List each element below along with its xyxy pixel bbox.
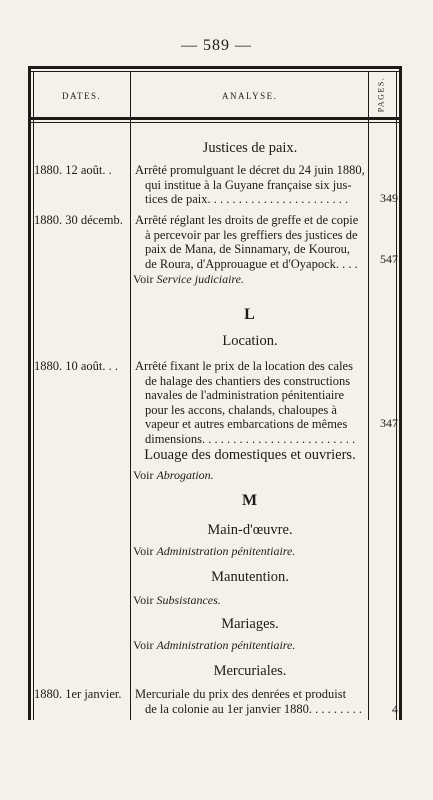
entry-line: pour les accons, chalands, chaloupes à	[145, 402, 337, 417]
entry-text	[135, 163, 367, 207]
see-also-reference	[133, 468, 365, 483]
entry-date: 1880. 30 décemb.	[34, 213, 123, 227]
entry-text	[135, 359, 367, 446]
see-also-reference	[133, 272, 365, 287]
see-also-prefix: Voir	[133, 272, 154, 286]
section-heading-manutention: Manutention.	[211, 569, 289, 585]
section-heading-mercuriales: Mercuriales.	[213, 663, 287, 679]
entry-line: de la colonie au 1er janvier 1880. . . . . . . . .	[145, 701, 362, 716]
see-also-prefix: Voir	[133, 593, 154, 607]
entry-line: Mercuriale du prix des denrées et produist	[135, 687, 347, 701]
section-heading-mariages: Mariages.	[221, 616, 279, 632]
entry-line: tices de paix. . . . . . . . . . . . . . . . . . . . . . .	[145, 192, 349, 206]
right-border-thick	[399, 66, 402, 720]
entry-text	[135, 687, 367, 716]
see-also-reference	[133, 593, 365, 608]
section-heading-main-oeuvre: Main-d'œuvre.	[207, 522, 293, 538]
header-analyse: ANALYSE.	[222, 91, 278, 101]
entry-line: paix de Mana, de Sinnamary, de Kourou,	[145, 242, 351, 256]
entry-text	[135, 213, 367, 271]
top-rule-thin	[30, 71, 402, 72]
column-divider-pages	[368, 72, 369, 720]
header-dates: DATES.	[62, 91, 102, 101]
entry-page-number: 4	[392, 702, 398, 716]
column-divider-dates	[130, 72, 131, 720]
letter-heading-m: M	[241, 492, 259, 509]
section-heading-location: Location.	[222, 333, 278, 349]
entry-line: de halage des chantiers des constructions	[145, 373, 351, 388]
entry-line: Arrêté promulguant le décret du 24 juin 1880,	[135, 163, 365, 177]
entry-date: 1880. 12 août. .	[34, 163, 112, 177]
see-also-reference	[133, 638, 365, 653]
entry-line: Arrêté réglant les droits de greffe et de copie	[135, 213, 359, 227]
section-heading-justices: Justices de paix.	[202, 140, 298, 156]
see-also-target: Administration pénitentiaire.	[156, 544, 296, 558]
entry-line: qui institue à la Guyane française six jus-	[145, 177, 352, 192]
header-pages-label: PAGES.	[376, 76, 386, 112]
entry-date: 1880. 1er janvier.	[34, 687, 122, 701]
see-also-target: Service judiciaire.	[156, 272, 244, 286]
top-rule-thick	[30, 66, 402, 69]
see-also-prefix: Voir	[133, 544, 154, 558]
entry-date: 1880. 10 août. . .	[34, 359, 119, 373]
left-border-thick	[28, 66, 31, 720]
entry-line: de Roura, d'Approuague et d'Oyapock. . . .	[145, 256, 358, 271]
entry-line: à percevoir par les greffiers des justices de	[145, 227, 358, 242]
header-rule-thick	[30, 117, 402, 120]
right-border-thin	[396, 72, 397, 720]
entry-line: Arrêté fixant le prix de la location des cales	[135, 359, 353, 373]
header-rule-thin	[30, 122, 402, 123]
letter-heading-l: L	[244, 306, 256, 323]
page-number: — 589 —	[181, 37, 252, 54]
see-also-target: Administration pénitentiaire.	[156, 638, 296, 652]
see-also-reference	[133, 544, 365, 559]
entry-line: vapeur et autres embarcations de mêmes	[145, 417, 348, 431]
entry-line: dimensions. . . . . . . . . . . . . . . . . . . . . . . . .	[145, 431, 356, 446]
entry-line: navales de l'administration pénitentiaire	[145, 388, 345, 402]
see-also-target: Subsistances.	[156, 593, 221, 607]
header-pages	[369, 70, 393, 118]
entry-page-number: 349	[380, 191, 398, 205]
see-also-prefix: Voir	[133, 638, 154, 652]
entry-page-number: 347	[380, 416, 398, 430]
see-also-target: Abrogation.	[156, 468, 214, 482]
section-heading-louage: Louage des domestiques et ouvriers.	[144, 447, 356, 463]
see-also-prefix: Voir	[133, 468, 154, 482]
entry-page-number: 547	[380, 252, 398, 266]
